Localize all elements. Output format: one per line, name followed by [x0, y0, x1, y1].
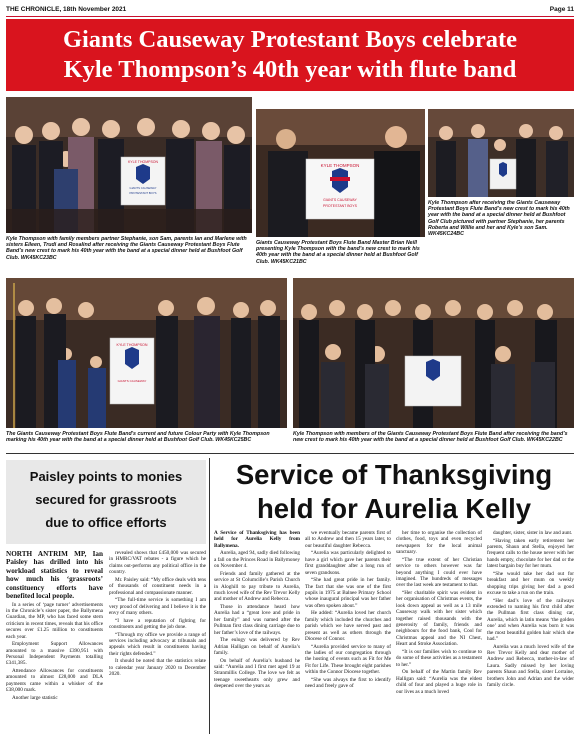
photo-colour-party [6, 278, 287, 428]
aurelia-paragraph: “Her charitable spirit was evident in her organisation of Christmas events, the look down appeal as well as a 13 mile Causeway walk with her sister which together raised thousands with the generosity of family, friends and neighbours for the food bank, Cool for Christmas appeal and the NI Chest, Heart and Stroke Association. [396, 590, 482, 648]
aurelia-paragraph: “She was always the first to identify need and freely gave of [305, 676, 391, 690]
aurelia-headline [214, 458, 574, 526]
headline-banner [6, 19, 574, 91]
paisley-headline [6, 460, 206, 544]
paisley-paragraph: Another large statistic [12, 694, 58, 701]
section-divider [6, 453, 574, 454]
aurelia-column-2 [305, 530, 391, 734]
page-number: Page 11 [549, 6, 574, 13]
crest-text-4: PROTESTANT BOYS [323, 204, 357, 208]
aurelia-paragraph: On behalf of the Martin family Rev Halligan said: “Aurelia was the eldest child of four and played a huge role in our lives as a much loved [396, 669, 482, 695]
caption-partner-family: Kyle Thompson after receiving the Giants Causeway Protestant Boys Flute Band’s new crest to mark his 40th year with the band at a special dinner held at Bushfoot Golf Club pictured with partner Stephanie, her parents Roberta and Willie and her and Kyle’s son Sam. WK45KC24BC [428, 200, 570, 238]
aurelia-paragraph: her time to organise the collection of clothes, food, toys and even recycled newspapers for the local animal sanctuary. [396, 530, 482, 556]
aurelia-headline-line-1: Service of Thanksgiving [235, 459, 553, 490]
aurelia-paragraph: Aurelia, aged 94, sadly died following a fall on the Princes Road in Ballymoney on November 4. [214, 550, 300, 570]
paisley-headline-line-2: secured for grassroots [35, 492, 177, 507]
aurelia-paragraph: “Having taken early retirement her parents, Shaun and Stella, enjoyed her frequent calls to the house never with her hands empty, chocolate for her dad or the latest bargain buy for her mum. [487, 537, 574, 570]
paisley-column-1 [6, 550, 103, 734]
aurelia-paragraph: Aurelia was a much loved wife of the Rev Trevor Kelly and dear mother of Andrew and Rebecca, mother-in-law of Laura. Sadly missed by her loving parents Shaun and Stella, sister Lorraine, brothers John and Adrian and the wider family circle. [487, 643, 574, 689]
caption-family-group: Kyle Thompson with family members partner Stephanie, son Sam, parents Ian and Marlene with sisters Eileen, Trudi and Rosalind after receiving the Giants Causeway Protestant Boys Flute Band’s new crest to mark his 40th year with the band at a special dinner held at Bushfoot Golf Club. WK45KC23BC [6, 236, 247, 261]
aurelia-column-1 [214, 530, 300, 734]
photo-band-members [293, 278, 574, 428]
crest-text-3: GIANTS CAUSEWAY [323, 198, 357, 202]
paisley-column-2 [109, 550, 206, 734]
cake-text-colour-3: GIANTS CAUSEWAY [117, 379, 147, 383]
crest-text-1: KYLE THOMPSON [320, 163, 360, 168]
headline-line-1: Giants Causeway Protestant Boys celebrate [62, 26, 518, 53]
paisley-paragraph: Employment Support Allowances amounted to a massive £390,951 with Personal Independent Payments totalling £341,385. [6, 641, 103, 667]
caption-band-members: Kyle Thompson with members of the Giants Causeway Protestant Boys Flute Band after receiving the band’s new crest to mark his 40th year with the band at a special dinner held at Bushfoot Golf Club. WK45KC22BC [293, 431, 568, 444]
paisley-paragraph: “I have a reputation of fighting for constituents and getting the job done. [109, 617, 206, 631]
aurelia-paragraph: daughter, sister, sister in law and aunt. [493, 530, 573, 536]
aurelia-paragraph: “The true extent of her Christian service to others however was far beyond anything I could ever have imagined. The hundreds of messages over the last week are testament to that. [396, 556, 482, 589]
aurelia-paragraph: On behalf of Aurelia’s husband he said: “Aurelia and I first met aged 19 at Stranmillis College. The love we felt as teenage sweethearts only grew and deepened over the years as [214, 657, 300, 690]
aurelia-paragraph: Friends and family gathered at the service at St Columcille’s Parish Church in Aloghill to pay tribute to Aurelia, much loved wife of the Rev Trevor Kelly and mother of Andrew and Rebecca. [214, 570, 300, 603]
aurelia-lead-paragraph: A Service of Thanksgiving has been held for Aurelia Kelly from Ballymena. [214, 530, 300, 549]
paisley-paragraph: Attendance Allowances for constituents amounted to almost £28,000 and DLA payments came within a whisker of the £38,000 mark. [6, 668, 103, 694]
aurelia-paragraph: “Aurelia provided service to many of the ladies of our congregation through the hosting of events such as Fit for Me Fit for Life. These brought eight parishes within the Connor Diocese together. [305, 643, 391, 676]
paisley-paragraph: “The full-time service is something I am very proud of delivering and I believe it is the envy of many others. [109, 597, 206, 617]
aurelia-paragraph: “She had great pride in her family. The fact that she was one of the first pupils in 1975 at Balnee Primary School whose inaugural principal was her father was often spoken about.” [305, 577, 391, 609]
aurelia-paragraph: Those in attendance heard how Aurelia had a “great love and pride in her family” and was named after the Pullman first class dining carriage due to her father’s love of the railways. [214, 604, 300, 636]
photo-presentation [256, 109, 425, 237]
caption-colour-party: The Giants Causeway Protestant Boys Flute Band’s current and future Colour Party with Kyle Thompson marking his 40th year with the band at a special dinner held at Bushfoot Golf Club. WK45KC25BC [6, 431, 270, 444]
paisley-paragraph: It should be noted that the statistics relate to calendar year January 2020 to December 2020. [109, 658, 206, 678]
paisley-paragraph: Mr. Paisley said: “My office deals with tens of thousands of constituent needs in a professional and compassionate manner. [109, 576, 206, 596]
aurelia-headline-line-2: held for Aurelia Kelly [256, 493, 532, 524]
aurelia-column-3 [396, 530, 482, 734]
aurelia-paragraph: The eulogy was delivered by Rev Adrian Halligan on behalf of Aurelia’s family. [214, 637, 300, 657]
aurelia-paragraph: we eventually became parents first of all to Andrew and then 15 years later, to our beautiful daughter Rebecca. [305, 530, 391, 549]
photo-family-group [6, 97, 252, 233]
photo-partner-family [428, 109, 574, 197]
aurelia-paragraph: “Aurelia was particularly delighted to have a girl which gave her parents their first granddaughter after a long run of seven grandsons. [305, 550, 391, 576]
aurelia-paragraph: “It is our families wish to continue to do some of these activities as a testament to her.” [396, 648, 482, 668]
aurelia-column-4 [487, 530, 574, 734]
cake-text-colour-1: KYLE THOMPSON [116, 343, 148, 347]
cake-text-3: GIANTS CAUSEWAY [129, 186, 157, 190]
paisley-lead-paragraph: NORTH ANTRIM MP, Ian Paisley has drilled into his workload statistics to reveal how much his ‘grassroots’ constituency efforts have benefited local people. [6, 550, 103, 601]
aurelia-paragraph: “She would take her dad out for breakfast and her mum on weekly shopping trips giving her dad a good excuse to take a run on the train. [487, 570, 574, 597]
cake-text-1: KYLE THOMPSON [127, 160, 159, 164]
aurelia-paragraph: He added: “Aurelia loved her church family which included the churches and parish which we have served past and present as well as others through the Diocese of Connor. [305, 610, 391, 643]
headline-line-2: Kyle Thompson’s 40th year with flute band [63, 56, 517, 83]
column-divider [209, 458, 210, 734]
paper-name-date: THE CHRONICLE, 18th November 2021 [6, 6, 127, 13]
paisley-paragraph: “Through my office we provide a range of services including advocacy at tribunals and appeals which result in constituents having their rights defended.” [109, 631, 206, 657]
paisley-paragraph: revealed shows that £450,000 was secured in HMRC/VAT rebates - a figure which he claims out-performs any political office in the country. [109, 550, 206, 576]
masthead-rule [6, 16, 574, 17]
cake-text-4: PROTESTANT BOYS [129, 191, 157, 195]
masthead [6, 4, 574, 16]
paisley-headline-line-1: Paisley points to monies [29, 469, 183, 484]
caption-presentation: Giants Causeway Protestant Boys Flute Band Master Brian Neill presenting Kyle Thompson with the band’s new crest to mark his 40th year with the band at a special dinner held at Bushfoot Golf Club. WK45KC21BC [256, 240, 420, 265]
aurelia-paragraph: “Her dad’s love of the railways extended to naming his first child after the Pullman first class dining car, Aurelia, which in latin means ‘the golden one’ and when Aurelia was born it was the most beautiful golden hair which she had.” [487, 597, 574, 643]
paisley-headline-line-3: due to office efforts [45, 515, 167, 530]
paisley-paragraph: In a series of ‘page turner’ advertisements in the Chronicle’s sister paper, the Ballymena Guardian, the MP, who has faced some stern criticism in recent times, reveals that his office secures over £1.25 million to constituents each year. [6, 601, 103, 640]
